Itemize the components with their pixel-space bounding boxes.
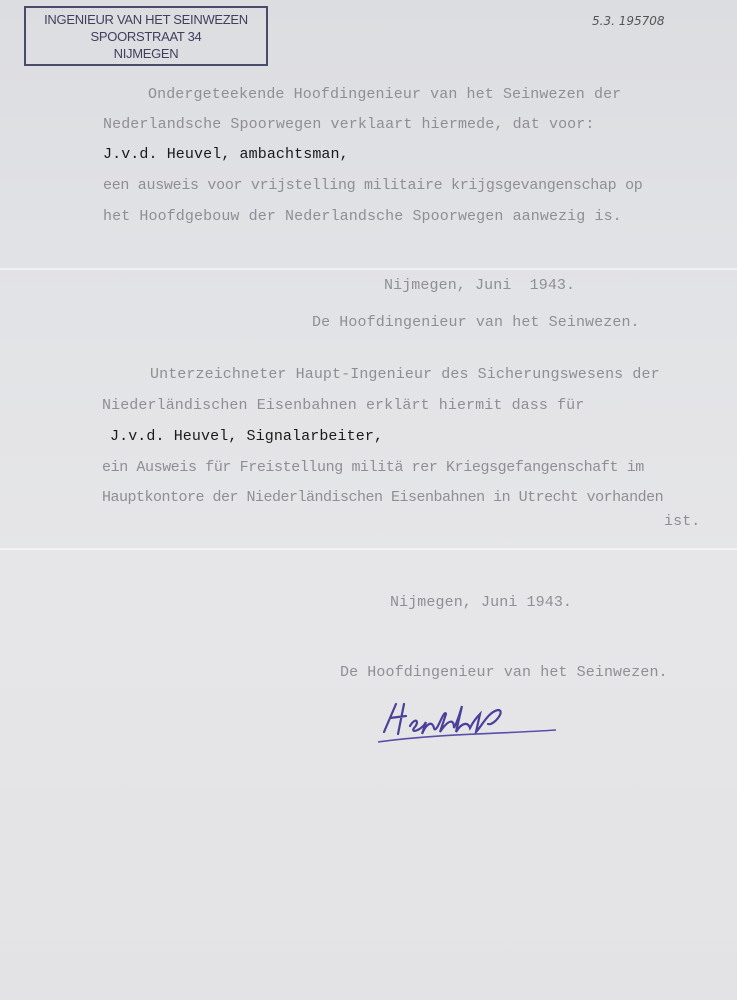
stamp-line: INGENIEUR VAN HET SEINWEZEN: [44, 12, 248, 27]
dutch-text-line: Ondergeteekende Hoofdingenieur van het Seinwezen der: [148, 86, 622, 103]
german-text-line: ein Ausweis für Freistellung militä rer Kriegsgefangenschaft im: [102, 459, 644, 476]
dutch-text-line: het Hoofdgebouw der Nederlandsche Spoorwegen aanwezig is.: [103, 208, 622, 225]
dutch-text-line: een ausweis voor vrijstelling militaire krijgsgevangenschap op: [103, 177, 643, 194]
german-signatory: De Hoofdingenieur van het Seinwezen.: [340, 664, 668, 681]
dutch-signatory: De Hoofdingenieur van het Seinwezen.: [312, 314, 640, 331]
german-place-date: Nijmegen, Juni 1943.: [390, 594, 573, 611]
german-text-line: Hauptkontore der Niederländischen Eisenbahnen in Utrecht vorhanden: [102, 489, 664, 506]
reference-number: 5.3. 195708: [592, 14, 665, 28]
german-text-line: Unterzeichneter Haupt-Ingenieur des Sicherungswesens der: [150, 366, 660, 383]
stamp-line: SPOORSTRAAT 34: [90, 29, 202, 44]
german-name-line: J.v.d. Heuvel, Signalarbeiter,: [110, 428, 384, 445]
stamp-line: NIJMEGEN: [113, 46, 179, 61]
address-stamp: [24, 6, 268, 66]
paper-fold: [0, 548, 737, 550]
paper-fold: [0, 268, 737, 270]
dutch-name-line: J.v.d. Heuvel, ambachtsman,: [103, 146, 349, 163]
german-text-line: Niederländischen Eisenbahnen erklärt hiermit dass für: [102, 397, 585, 414]
dutch-text-line: Nederlandsche Spoorwegen verklaart hiermede, dat voor:: [103, 116, 595, 133]
dutch-place-date: Nijmegen, Juni 1943.: [384, 277, 576, 294]
german-text-line: ist.: [664, 513, 701, 530]
handwritten-signature: [376, 690, 566, 750]
